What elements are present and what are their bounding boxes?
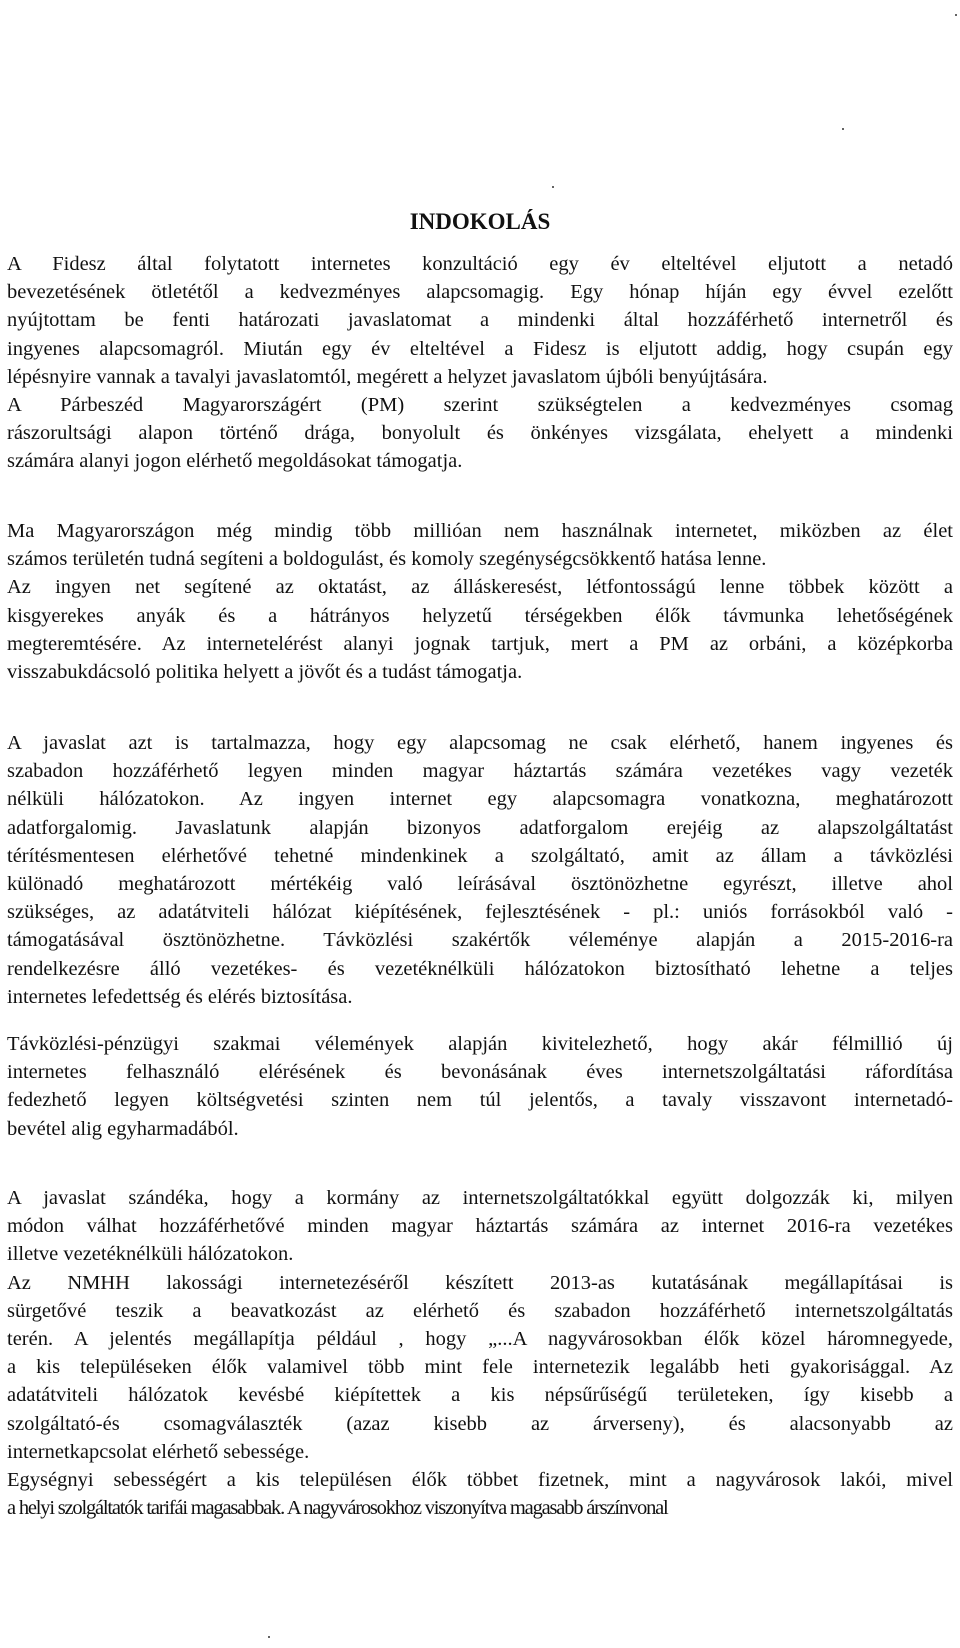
paragraph-line: bevétel alig egyharmadából. [7,1117,239,1140]
paragraph-internet-access [7,517,953,686]
paragraph-line: térítésmentesen elérhetővé tehetné mindenkinek a szolgáltató, amit az állam a távközlési [7,844,953,867]
paragraph-line: adatforgalomig. Javaslatunk alapján bizonyos adatforgalom erejéig az alapszolgáltatást [7,816,953,839]
paragraph-line: A Fidesz által folytatott internetes konzultáció egy év elteltével eljutott a netadó [7,253,953,275]
paragraph-line: a kis településeken élők valamivel több mint fele internetezik legalább heti gyakorisággal. Az [7,1356,953,1379]
scan-speck [842,128,844,130]
paragraph-line: terén. A jelentés megállapítja például , hogy „...A nagyvárosokban élők közel háromnegyede, [7,1328,953,1351]
paragraph-line: szolgáltató-és csomagválaszték (azaz kisebb az árverseny), és alacsonyabb az [7,1412,953,1435]
paragraph-line: módon válhat hozzáférhetővé minden magyar háztartás számára az internet 2016-ra vezetékes [7,1215,953,1238]
paragraph-line: Az ingyen net segítené az oktatást, az álláskeresést, létfontosságú lenne többek között a [7,576,953,599]
paragraph-line: Távközlési-pénzügyi szakmai vélemények alapján kivitelezhető, hogy akár félmillió új [7,1033,953,1055]
paragraph-line: számos területén tudná segíteni a boldogulást, és komoly szegénységcsökkentő hatása lenne. [7,548,767,571]
paragraph-line: támogatásával ösztönözhetne. Távközlési szakértők véleménye alapján a 2015-2016-ra [7,929,953,952]
scan-speck [552,186,554,188]
paragraph-line: sürgetővé teszik a beavatkozást az elérhető és szabadon hozzáférhető internetszolgáltatás [7,1299,953,1322]
paragraph-line: bevezetésének ötletétől a kedvezményes alapcsomagig. Egy hónap híján egy évvel ezelőtt [7,281,953,304]
paragraph-line: szükséges, az adatátviteli hálózat kiépítésének, fejlesztésének - pl.: uniós forrásokból való - [7,901,953,924]
paragraph-costs [7,1030,953,1143]
paragraph-line: rászorultsági alapon történő drága, bonyolult és önkényes vizsgálata, ehelyett a mindenki [7,422,953,445]
paragraph-line: ingyenes alapcsomagról. Miután egy év elteltével a Fidesz is eljutott addig, hogy csupán egy [7,337,953,360]
paragraph-line: adatátviteli hálózatok kevésbé kiépítettek a kis népsűrűségű területeken, így kisebb a [7,1384,953,1407]
paragraph-line: számára alanyi jogon elérhető megoldásokat támogatja. [7,450,463,473]
paragraph-line: Az NMHH lakossági internetezéséről készített 2013-as kutatásának megállapításai is [7,1271,953,1294]
paragraph-line: a helyi szolgáltatók tarifái magasabbak. A nagyvárosokhoz viszonyítva magasabb árszínvonal [7,1497,668,1520]
paragraph-line: különadó meghatározott mértékéig való leírásával ösztönözhetne egyrészt, illetve ahol [7,873,953,896]
paragraph-line: internetkapcsolat elérhető sebessége. [7,1440,310,1463]
paragraph-line: fedezhető legyen költségvetési szinten nem túl jelentős, a tavaly visszavont internetadó- [7,1089,953,1112]
paragraph-proposal [7,729,953,1011]
paragraph-line: Egységnyi sebességért a kis településen élők többet fizetnek, mint a nagyvárosok lakói, mivel [7,1469,953,1492]
document-title: INDOKOLÁS [409,209,551,234]
paragraph-line: internetes felhasználó elérésének és bevonásának éves internetszolgáltatási ráfordítása [7,1061,953,1084]
paragraph-line: rendelkezésre álló vezetékes- és vezetéknélküli hálózatokon biztosítható lehetne a teljes [7,957,953,980]
scan-speck [955,14,957,16]
paragraph-line: nyújtottam be fenti határozati javaslatomat a mindenki által hozzáférhető internetről és [7,309,953,332]
paragraph-line: kisgyerekes anyák és a hátrányos helyzetű térségekben élők távmunka lehetőségének [7,604,953,627]
paragraph-line: Ma Magyarországon még mindig több millióan nem használnak internetet, miközben az élet [7,520,953,542]
paragraph-line: illetve vezetéknélküli hálózatokon. [7,1243,294,1266]
scan-speck [268,1636,270,1638]
paragraph-line: visszabukdácsoló politika helyett a jövőt és a tudást támogatja. [7,661,523,684]
paragraph-intro [7,250,953,476]
paragraph-line: nélküli hálózatokon. Az ingyen internet egy alapcsomagra vonatkozna, meghatározott [7,788,953,811]
paragraph-line: megteremtésére. Az internetelérést alanyi jognak tartjuk, mert a PM az orbáni, a középkorba [7,632,953,655]
paragraph-intent [7,1184,953,1522]
paragraph-line: A javaslat azt is tartalmazza, hogy egy alapcsomag ne csak elérhető, hanem ingyenes és [7,732,953,754]
paragraph-line: lépésnyire vannak a tavalyi javaslatomtól, megérett a helyzet javaslatom újbóli benyújtására. [7,365,768,388]
paragraph-line: A Párbeszéd Magyarországért (PM) szerint szükségtelen a kedvezményes csomag [7,394,953,417]
paragraph-line: A javaslat szándéka, hogy a kormány az internetszolgáltatókkal együtt dolgozzák ki, milyen [7,1187,953,1209]
paragraph-line: szabadon hozzáférhető legyen minden magyar háztartás számára vezetékes vagy vezeték [7,760,953,783]
paragraph-line: internetes lefedettség és elérés biztosítása. [7,985,353,1008]
